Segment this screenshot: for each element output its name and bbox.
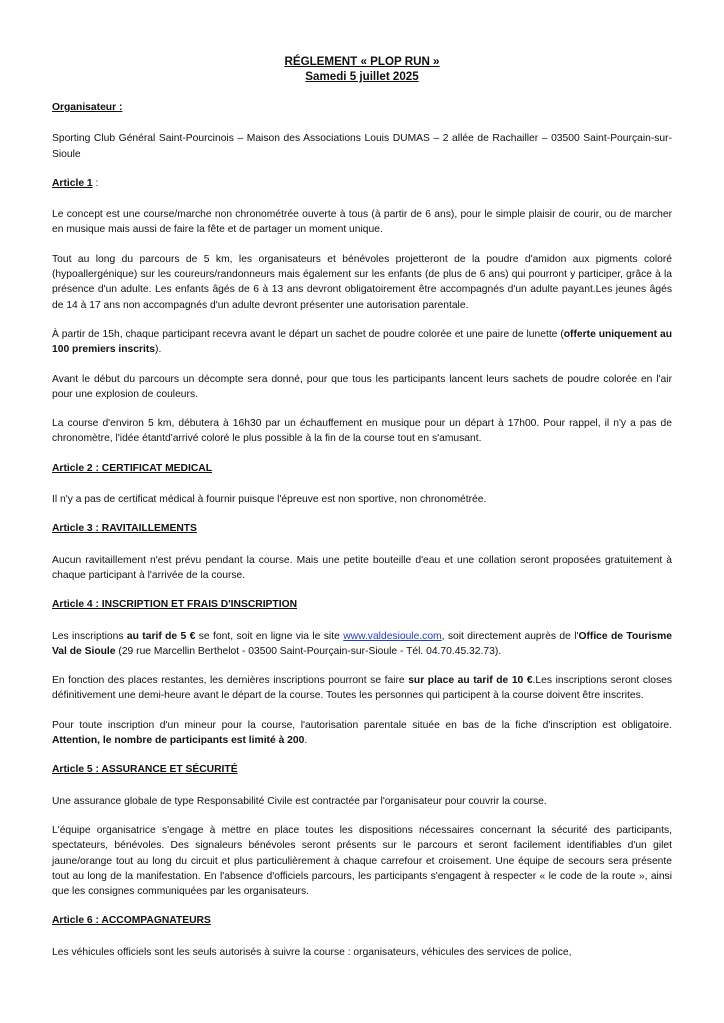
article4-paragraph-3 — [52, 718, 672, 749]
bold-span: au tarif de 5 € — [126, 630, 196, 642]
text-span: Les inscriptions — [52, 630, 127, 642]
text-span: En fonction des places restantes, les dernières inscriptions pourront se faire — [52, 675, 409, 687]
text-span: , soit directement auprès de l' — [441, 630, 579, 642]
bold-span: Office de Tourisme Val de Sioule — [52, 630, 673, 657]
article1-paragraph-4: Avant le début du parcours un décompte sera donné, pour que tous les participants lancent leurs sachets de poudre colorée en l'air pour une explosion de couleurs. — [52, 373, 672, 400]
bold-span: Attention, le nombre de participants est limité à 200 — [52, 735, 305, 747]
website-link[interactable]: www.valdesioule.com — [343, 630, 442, 642]
document-page — [52, 54, 672, 960]
article1-paragraph-5: La course d'environ 5 km, débutera à 16h30 par un échauffement en musique pour un départ à 17h00. Pour rappel, il n'y a pas de chronomètre, l'idée étantd'arrivé coloré le plus possible à la fin de la course tout en s'amusant. — [52, 418, 672, 445]
article5-paragraph-2: L'équipe organisatrice s'engage à mettre en place toutes les dispositions nécessaires concernant la sécurité des participants, spectateurs, bénévoles. Des signaleurs bénévoles seront présents sur le parcours et seront facilement identifiables d'un gilet jaune/orange tout au long du circuit et plus particulièrement à chaque carrefour et croisement. Une équipe de secours sera présente tout au long de la manifestation. En l'absence d'officiels parcours, les participants s'engagent à respecter « le code de la route », ainsi que les consignes communiquées par les organisateurs. — [52, 824, 672, 898]
organisateur-text: Sporting Club Général Saint-Pourcinois – Maison des Associations Louis DUMAS – 2 allée de Rachailler – 03500 Saint-Pourçain-sur-Sioule — [52, 133, 672, 160]
article1-heading-suffix: : — [92, 177, 99, 189]
article1-paragraph-2: Tout au long du parcours de 5 km, les organisateurs et bénévoles projetteront de la poudre d'amidon aux pigments coloré (hypoallergénique) sur les coureurs/randonneurs mais également sur les enfants (de plus de 6 ans) qui pourront y participer, grâce à la présence d'un adulte. Les enfants âgés de 6 à 13 ans devront obligatoirement être accompagnés d'un adulte payant.Les jeunes âgés de 14 à 17 ans non accompagnés d'un adulte devront présenter une autorisation parentale. — [52, 253, 672, 311]
article3-paragraph-1: Aucun ravitaillement n'est prévu pendant la course. Mais une petite bouteille d'eau et une collation seront proposées gratuitement à chaque participant à l'arrivée de la course. — [52, 554, 672, 581]
article1-paragraph-1: Le concept est une course/marche non chronométrée ouverte à tous (à partir de 6 ans), pour le simple plaisir de courir, ou de marcher en musique mais aussi de faire la fête et de partager un moment unique. — [52, 209, 672, 236]
text-span: .Les inscriptions seront closes définitivement une demi-heure avant le départ de la course. Toutes les personnes qui participent à la course doivent être inscrites. — [52, 675, 673, 702]
article1-heading — [52, 176, 672, 191]
text-span: Pour toute inscription d'un mineur pour la course, l'autorisation parentale située en bas de la fiche d'inscription est obligatoire. — [52, 719, 672, 731]
text-span: . — [304, 735, 308, 747]
bold-span: offerte uniquement au 100 premiers inscrits — [52, 328, 673, 356]
text-span: (29 rue Marcellin Berthelot - 03500 Saint-Pourçain-sur-Sioule - Tél. 04.70.45.32.73). — [115, 645, 502, 657]
article2-heading: Article 2 : CERTIFICAT MEDICAL — [52, 462, 212, 474]
text-span: À partir de 15h, chaque participant recevra avant le départ un sachet de poudre colorée et une paire de lunette ( — [52, 328, 564, 340]
bold-span: sur place au tarif de 10 € — [408, 675, 533, 687]
document-date: Samedi 5 juillet 2025 — [305, 70, 419, 83]
text-span: se font, soit en ligne via le site — [195, 630, 344, 642]
article1-paragraph-3 — [52, 327, 672, 358]
article5-paragraph-1: Une assurance globale de type Responsabilité Civile est contractée par l'organisateur pour couvrir la course. — [52, 795, 547, 807]
article2-paragraph-1: Il n'y a pas de certificat médical à fournir puisque l'épreuve est non sportive, non chronométrée. — [52, 494, 487, 506]
article5-heading: Article 5 : ASSURANCE ET SÉCURITÉ — [52, 764, 238, 776]
organisateur-heading: Organisateur : — [52, 102, 123, 113]
article1-heading-label: Article 1 — [52, 177, 93, 189]
article6-heading: Article 6 : ACCOMPAGNATEURS — [52, 915, 211, 927]
article4-paragraph-2 — [52, 673, 672, 704]
document-title: RÉGLEMENT « PLOP RUN » — [284, 55, 440, 68]
article4-paragraph-1 — [52, 629, 672, 660]
article6-paragraph-1: Les véhicules officiels sont les seuls autorisés à suivre la course : organisateurs, véhicules des services de police, — [52, 946, 572, 958]
text-span: ). — [155, 344, 162, 356]
article4-heading: Article 4 : INSCRIPTION ET FRAIS D'INSCRIPTION — [52, 599, 298, 611]
article3-heading: Article 3 : RAVITAILLEMENTS — [52, 523, 197, 535]
